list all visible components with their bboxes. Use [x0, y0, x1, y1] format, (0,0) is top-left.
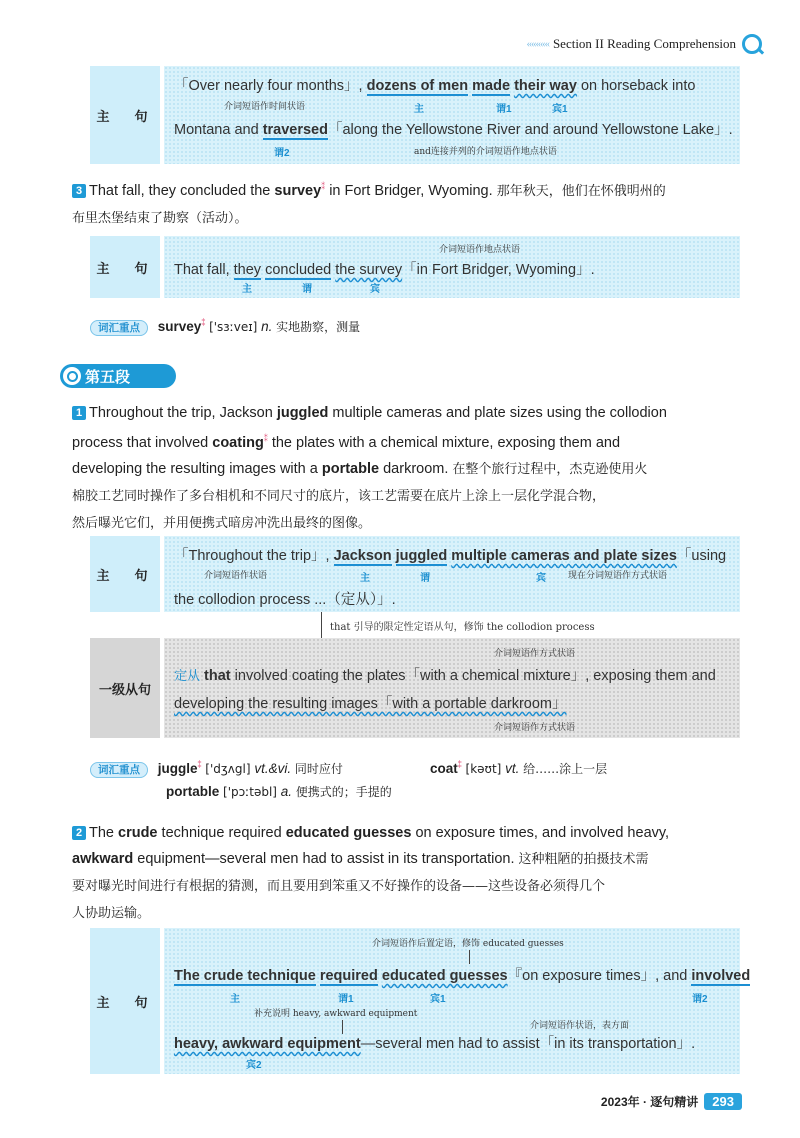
- tag-object: 宾: [370, 284, 380, 295]
- annotation: 介词短语作状语: [204, 571, 268, 581]
- tag-predicate: 谓: [420, 573, 430, 584]
- chevron-icon: «««««: [526, 38, 549, 50]
- header-title: Section II Reading Comprehension: [552, 36, 736, 51]
- analysis-line: heavy, awkward equipment—several men had to assist「in its transportation」.: [174, 1036, 696, 1052]
- box-label: 一级从句: [90, 638, 160, 738]
- annotation: 补充说明 heavy, awkward equipment: [254, 1009, 418, 1019]
- object: the survey: [335, 262, 403, 278]
- analysis-line: 「Throughout the trip」, Jackson juggled multiple cameras and plate sizes「using: [174, 548, 727, 564]
- section-heading: 第五段: [60, 364, 176, 388]
- tag-object: 宾2: [246, 1060, 262, 1071]
- subject: they: [233, 262, 262, 278]
- annotation: 介词短语作后置定语，修饰 educated guesses: [372, 939, 564, 949]
- search-logo-icon: [742, 34, 762, 54]
- tag-predicate: 谓2: [274, 148, 290, 159]
- object: multiple cameras and plate sizes: [451, 548, 677, 564]
- sentence-number: 1: [72, 406, 86, 420]
- box-label: 主 句: [90, 536, 160, 612]
- tag-object: 宾: [536, 573, 546, 584]
- annotation: 现在分词短语作方式状语: [568, 571, 668, 581]
- box-content: [164, 928, 751, 1074]
- analysis-line: 「Over nearly four months」, dozens of men made their way on horseback into: [174, 78, 696, 94]
- running-header: [526, 34, 762, 54]
- object: heavy, awkward equipment: [174, 1036, 361, 1052]
- predicate: required: [319, 968, 378, 984]
- predicate: concluded: [265, 262, 332, 278]
- vocab-tag: 词汇重点: [90, 762, 148, 778]
- sentence-paragraph: 1 Throughout the trip, Jackson juggled multiple cameras and plate sizes using the collodion process that involved coating⁑ the plates with a chemical mixture, exposing them and developing the resulting images with a portable darkroom. 在整个旅行过程中，杰克逊使用火 棉胶工艺同时操作了多台相机和不同尺寸的底片，该工艺需要在底片上涂上一层化学混合物， 然后曝光它们，并用便携式暗房冲洗出最终的图像。: [72, 405, 667, 531]
- sentence-analysis-box: [90, 536, 740, 612]
- annotation: and连接并列的介词短语作地点状语: [414, 147, 557, 157]
- tag-subject: 主: [242, 284, 252, 295]
- tag-predicate: 谓1: [338, 994, 354, 1005]
- tag-subject: 主: [414, 104, 424, 115]
- box-label: 主 句: [90, 236, 160, 298]
- sentence-number: 3: [72, 184, 86, 198]
- vocab-block: 词汇重点 juggle⁑ ['dʒʌgl] vt.&vi. 同时应付 coat⁑ [kəʊt] vt. 给……涂上一层 portable ['pɔːtəbl] a. 便携式的；手提的: [90, 760, 740, 800]
- annotation: 介词短语作时间状语: [224, 102, 306, 112]
- tag-subject: 主: [230, 994, 240, 1005]
- sentence-paragraph: 2 The crude technique required educated guesses on exposure times, and involved heavy, awkward equipment—several men had to assist in its transportation. 这种粗陋的拍摄技术需 要对曝光时间进行有根据的猜测，而且要用到笨重又不好操作的设备——这些设备必须得几个 人协助运输。: [72, 825, 670, 921]
- annotation: 介词短语作方式状语: [494, 649, 576, 659]
- predicate: traversed: [262, 122, 328, 138]
- box-content: [164, 236, 740, 298]
- box-content: [164, 536, 740, 612]
- predicate: juggled: [395, 548, 448, 564]
- tag-predicate: 谓: [302, 284, 312, 295]
- vocab-row: 词汇重点 survey⁑ ['sɜːveɪ] n. 实地勘察，测量: [90, 318, 360, 335]
- subject: The crude technique: [174, 968, 316, 984]
- tag-object: 宾1: [552, 104, 568, 115]
- tag-predicate: 谓2: [692, 994, 708, 1005]
- object: educated guesses: [381, 968, 508, 984]
- arrow-down-icon: [469, 950, 470, 964]
- analysis-line: That fall, they concluded the survey「in Fort Bridger, Wyoming」.: [174, 262, 595, 278]
- analysis-line: The crude technique required educated guesses『on exposure times」, and involved: [174, 968, 751, 984]
- box-label: 主 句: [90, 928, 160, 1074]
- magnifier-icon: [63, 367, 81, 385]
- analysis-line: the collodion process ...（定从）」.: [174, 592, 396, 608]
- box-content: [164, 66, 740, 164]
- vocab-tag: 词汇重点: [90, 320, 148, 336]
- predicate: involved: [691, 968, 751, 984]
- box-label: 主 句: [90, 66, 160, 164]
- footer-text: 2023年 · 逐句精讲: [600, 1095, 699, 1109]
- tag-object: 宾1: [430, 994, 446, 1005]
- analysis-line: 定从 that involved coating the plates「with a chemical mixture」, exposing them and: [174, 668, 716, 684]
- sentence-number: 2: [72, 826, 86, 840]
- predicate: made: [472, 78, 511, 94]
- subject: dozens of men: [366, 78, 469, 94]
- page-footer: [601, 1093, 742, 1110]
- object: their way: [514, 78, 577, 94]
- sentence-analysis-box: [90, 236, 740, 298]
- arrow-down-icon: [321, 612, 322, 638]
- tag-subject: 主: [360, 573, 370, 584]
- annotation: 介词短语作方式状语: [494, 723, 576, 733]
- page-number: 293: [704, 1093, 742, 1110]
- sentence-analysis-box: [90, 928, 751, 1074]
- clause-annotation: that 引导的限定性定语从句，修饰 the collodion process: [330, 622, 595, 633]
- subject: Jackson: [333, 548, 392, 564]
- annotation: 介词短语作地点状语: [439, 245, 521, 255]
- sentence-paragraph: 3 That fall, they concluded the survey⁑ in Fort Bridger, Wyoming. 那年秋天，他们在怀俄明州的 布里杰堡结束了勘察（活动）。: [72, 182, 666, 226]
- sentence-analysis-box: [90, 66, 740, 164]
- annotation: 介词短语作状语，表方面: [530, 1021, 630, 1031]
- clause-analysis-box: [90, 638, 740, 738]
- analysis-line: developing the resulting images「with a portable darkroom」: [174, 696, 567, 712]
- analysis-line: Montana and traversed「along the Yellowstone River and around Yellowstone Lake」.: [174, 122, 733, 138]
- box-content: [164, 638, 740, 738]
- tag-predicate: 谓1: [496, 104, 512, 115]
